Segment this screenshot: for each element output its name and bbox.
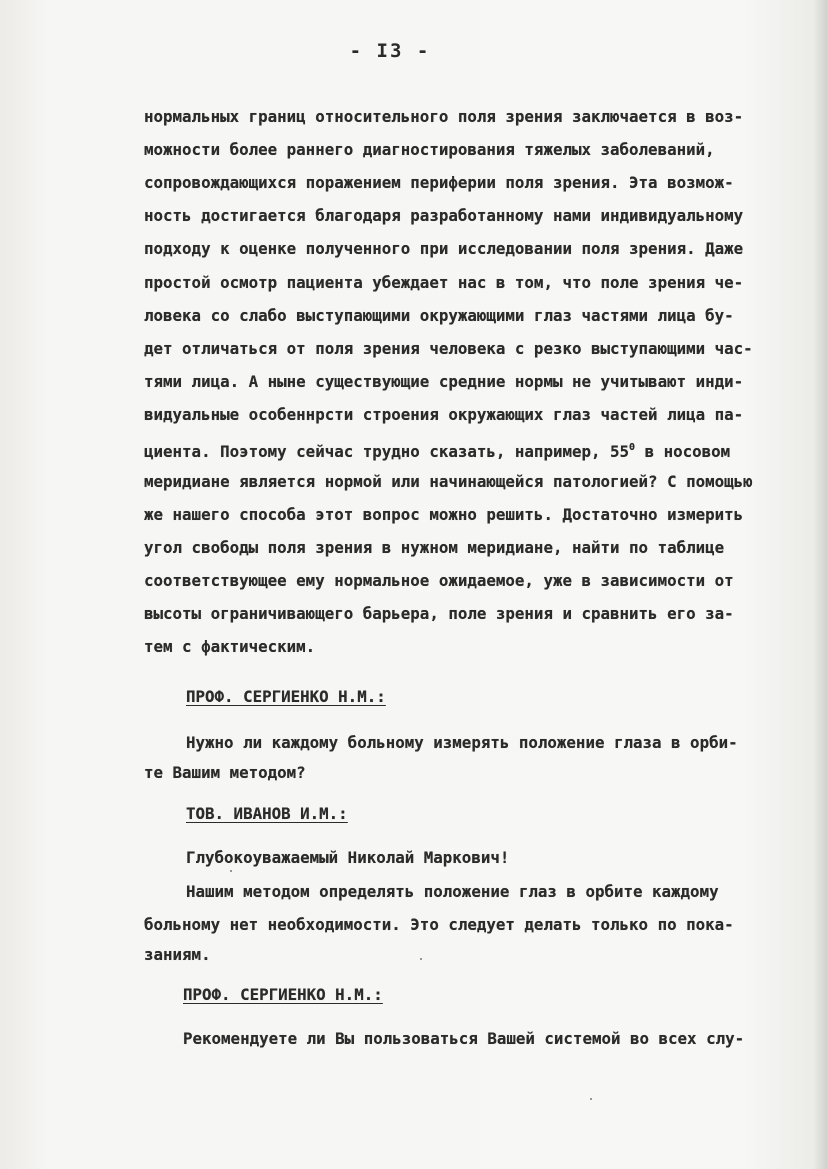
paragraph-line: высоты ограничивающего барьера, поле зрения и сравнить его за- xyxy=(144,604,734,623)
question-line: Нужно ли каждому больному измерять положение глаза в орби- xyxy=(186,733,738,752)
answer-line: заниям. xyxy=(144,945,211,964)
paragraph-line: можности более раннего диагностирования тяжелых заболеваний, xyxy=(144,140,715,159)
greeting-line: Глубокоуважаемый Николай Маркович! xyxy=(186,848,510,867)
paragraph-line: угол свободы поля зрения в нужном меридиане, найти по таблице xyxy=(144,538,725,557)
paragraph-line: подходу к оценке полученного при исследовании поля зрения. Даже xyxy=(144,239,744,258)
answer-line: больному нет необходимости. Это следует делать только по пока- xyxy=(144,915,734,934)
paragraph-line-tail: в носовом xyxy=(635,442,731,461)
scan-speck xyxy=(420,958,422,960)
speaker-heading: ПРОФ. СЕРГИЕНКО Н.М.: xyxy=(186,687,386,706)
paragraph-line: нормальных границ относительного поля зрения заключается в воз- xyxy=(144,107,744,126)
paragraph-line: тем с фактическим. xyxy=(144,637,316,656)
degree-superscript: 0 xyxy=(629,442,636,453)
speaker-heading: ПРОФ. СЕРГИЕНКО Н.М.: xyxy=(183,985,383,1004)
page-number: - I3 - xyxy=(349,40,431,62)
paragraph-line: же нашего способа этот вопрос можно решить. Достаточно измерить xyxy=(144,505,744,524)
paragraph-line: ность достигается благодаря разработанному нами индивидуальному xyxy=(144,206,744,225)
paragraph-line: ловека со слабо выступающими окружающими глаз частями лица бу- xyxy=(144,306,734,325)
scan-speck xyxy=(230,870,232,872)
question-line: те Вашим методом? xyxy=(144,763,306,782)
answer-line: Нашим методом определять положение глаз в орбите каждому xyxy=(186,882,719,901)
paragraph-line-with-degree xyxy=(144,438,730,462)
question-line: Рекомендуете ли Вы пользоваться Вашей системой во всех слу- xyxy=(183,1029,745,1048)
paragraph-line: соответствующее ему нормальное ожидаемое, уже в зависимости от xyxy=(144,571,734,590)
scan-speck xyxy=(590,1098,592,1100)
paragraph-line: дет отличаться от поля зрения человека с резко выступающими час- xyxy=(144,339,753,358)
speaker-heading: ТОВ. ИВАНОВ И.М.: xyxy=(186,804,348,823)
paragraph-line: видуальные особеннрсти строения окружающих глаз частей лица па- xyxy=(144,405,744,424)
paragraph-line: сопровождающихся поражением периферии поля зрения. Эта возмож- xyxy=(144,173,734,192)
paragraph-line-text: циента. Поэтому сейчас трудно сказать, например, 55 xyxy=(144,442,630,461)
paragraph-line: простой осмотр пациента убеждает нас в том, что поле зрения че- xyxy=(144,273,744,292)
paragraph-line: меридиане является нормой или начинающейся патологией? С помощью xyxy=(144,472,753,491)
paragraph-line: тями лица. А ныне существующие средние нормы не учитывают инди- xyxy=(144,372,744,391)
page-edge-shadow xyxy=(813,0,827,1169)
